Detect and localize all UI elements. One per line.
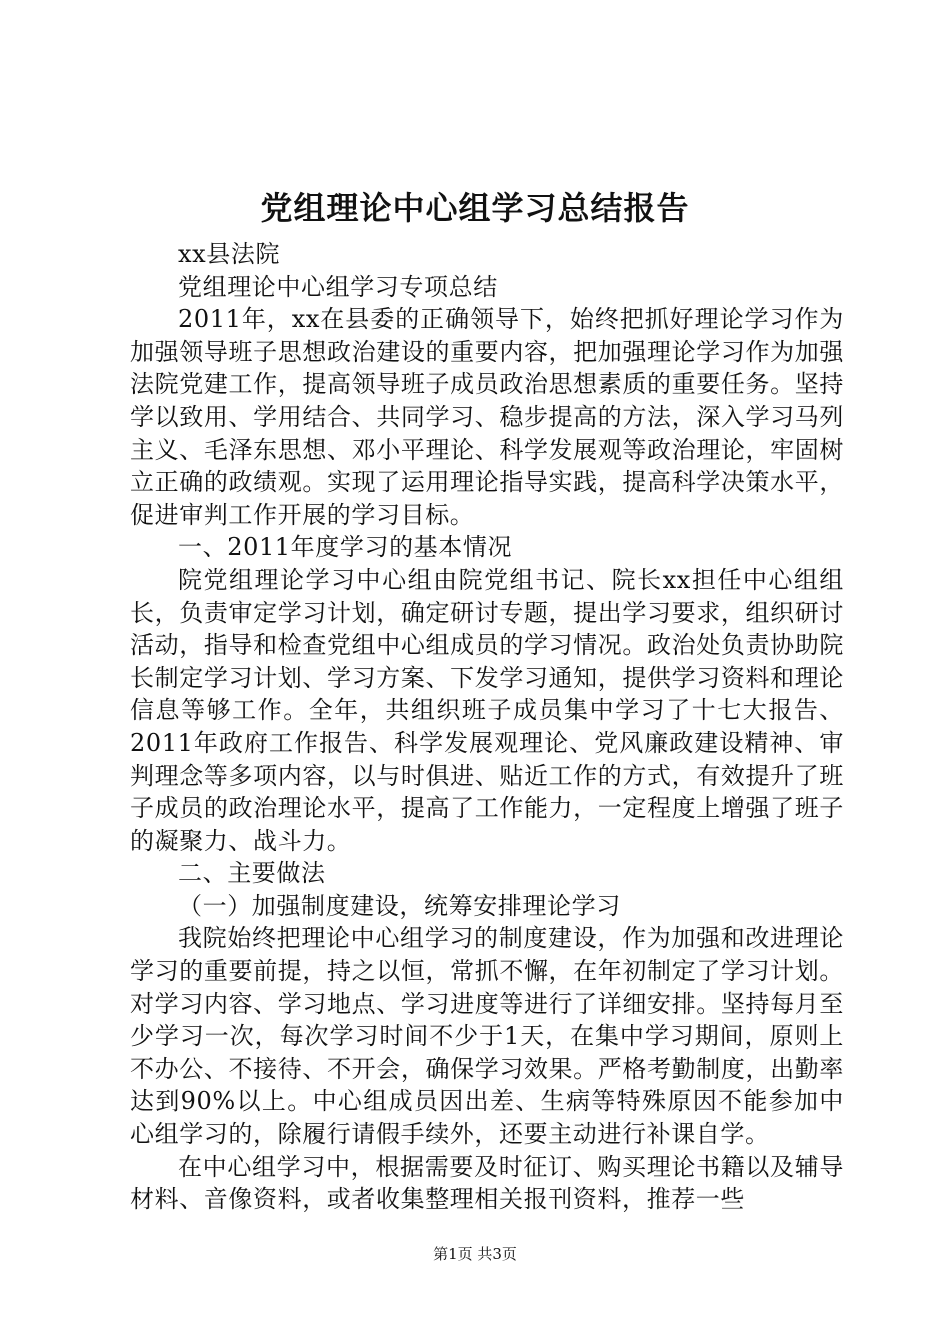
document-body [130,238,844,1216]
document-title: 党组理论中心组学习总结报告 [260,189,690,227]
subsection-1-paragraph-2: 在中心组学习中，根据需要及时征订、购买理论书籍以及辅导材料、音像资料，或者收集整理相关报刊资料，推荐一些 [130,1152,844,1214]
subtitle-line: 党组理论中心组学习专项总结 [178,272,498,301]
section-heading-1: 一、2011年度学习的基本情况 [178,533,513,562]
org-name-line: xx县法院 [178,240,281,268]
section-1-paragraph: 院党组理论学习中心组由院党组书记、院长xx担任中心组组长，负责审定学习计划，确定研讨专题，提出学习要求，组织研讨活动，指导和检查党组中心组成员的学习情况。政治处负责协助院长制定学习计划、学习方案、下发学习通知，提供学习资料和理论信息等够工作。全年，共组织班子成员集中学习了十七大报告、2011年政府工作报告、科学发展观理论、党风廉政建设精神、审判理念等多项内容，以与时俱进、贴近工作的方式，有效提升了班子成员的政治理论水平，提高了工作能力，一定程度上增强了班子的凝聚力、战斗力。 [130,565,844,855]
subsection-1-paragraph: 我院始终把理论中心组学习的制度建设，作为加强和改进理论学习的重要前提，持之以恒，常抓不懈，在年初制定了学习计划。对学习内容、学习地点、学习进度等进行了详细安排。坚持每月至少学习一次，每次学习时间不少于1天，在集中学习期间，原则上不办公、不接待、不开会，确保学习效果。严格考勤制度，出勤率达到90%以上。中心组成员因出差、生病等特殊原因不能参加中心组学习的，除履行请假手续外，还要主动进行补课自学。 [130,924,844,1149]
page-footer: 第1页 共3页 [433,1245,517,1263]
section-heading-2: 二、主要做法 [178,859,326,888]
intro-paragraph: 2011年，xx在县委的正确领导下，始终把抓好理论学习作为加强领导班子思想政治建设的重要内容，把加强理论学习作为加强法院党建工作，提高领导班子成员政治思想素质的重要任务。坚持学以致用、学用结合、共同学习、稳步提高的方法，深入学习马列主义、毛泽东思想、邓小平理论、科学发展观等政治理论，牢固树立正确的政绩观。实现了运用理论指导实践，提高科学决策水平，促进审判工作开展的学习目标。 [130,305,844,529]
subsection-heading-1: （一）加强制度建设，统筹安排理论学习 [178,891,621,920]
